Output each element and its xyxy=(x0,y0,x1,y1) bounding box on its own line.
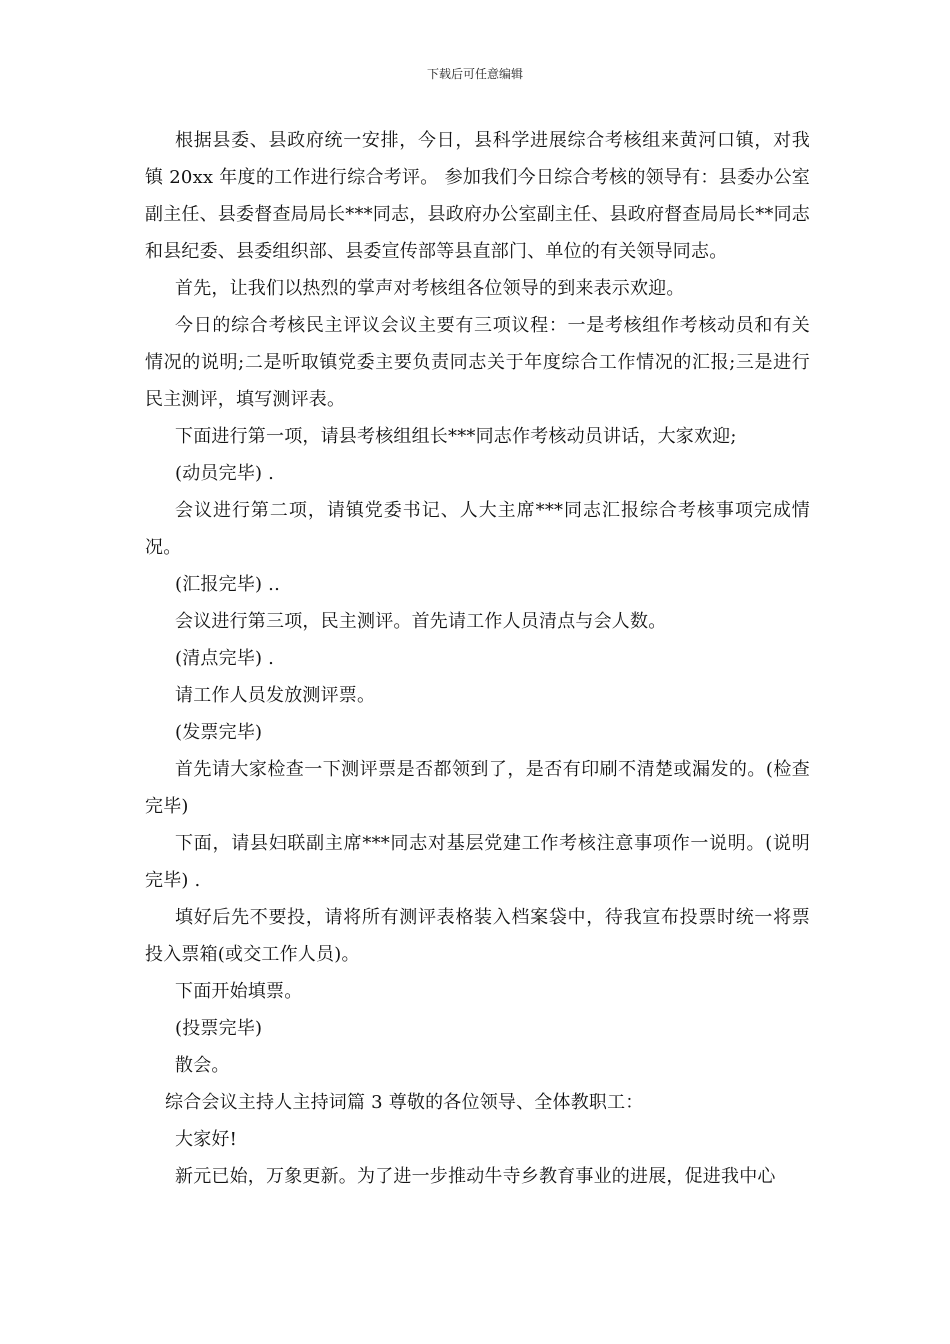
paragraph: 今日的综合考核民主评议会议主要有三项议程：一是考核组作考核动员和有关情况的说明;二是听取镇党委主要负责同志关于年度综合工作情况的汇报;三是进行民主测评，填写测评表。 xyxy=(145,315,810,410)
paragraph: 新元已始，万象更新。为了进一步推动牛寺乡教育事业的进展，促进我中心 xyxy=(175,1166,776,1187)
paragraph: 请工作人员发放测评票。 xyxy=(175,685,376,706)
section-heading: 综合会议主持人主持词篇 3 尊敬的各位领导、全体教职工： xyxy=(165,1092,644,1113)
paragraph: (发票完毕) xyxy=(175,722,263,743)
paragraph: 填好后先不要投，请将所有测评表格装入档案袋中，待我宣布投票时统一将票投入票箱(或交工作人员)。 xyxy=(145,907,810,965)
paragraph: 下面开始填票。 xyxy=(175,981,303,1002)
paragraph: 下面进行第一项，请县考核组组长***同志作考核动员讲话，大家欢迎; xyxy=(175,426,737,447)
paragraph: 首先请大家检查一下测评票是否都领到了，是否有印刷不清楚或漏发的。(检查完毕) xyxy=(145,759,810,817)
paragraph: (汇报完毕) .. xyxy=(175,574,281,595)
paragraph: (投票完毕) xyxy=(175,1018,263,1039)
paragraph: 下面，请县妇联副主席***同志对基层党建工作考核注意事项作一说明。(说明完毕) . xyxy=(145,833,810,891)
document-body xyxy=(145,122,810,1195)
page-header-caption: 下载后可任意编辑 xyxy=(426,67,523,81)
paragraph: (动员完毕) . xyxy=(175,463,275,484)
paragraph: 根据县委、县政府统一安排，今日，县科学进展综合考核组来黄河口镇，对我镇 20xx 年度的工作进行综合考评。 参加我们今日综合考核的领导有：县委办公室副主任、县委督查局局长***同志，县政府办公室副主任、县政府督查局局长**同志和县纪委、县委组织部、县委宣传部等县直部门、单位的有关领导同志。 xyxy=(145,130,810,262)
paragraph: 会议进行第二项，请镇党委书记、人大主席***同志汇报综合考核事项完成情况。 xyxy=(145,500,810,558)
paragraph: (清点完毕) . xyxy=(175,648,275,669)
paragraph: 会议进行第三项，民主测评。首先请工作人员清点与会人数。 xyxy=(175,611,667,632)
paragraph: 散会。 xyxy=(175,1055,230,1076)
paragraph: 首先，让我们以热烈的掌声对考核组各位领导的到来表示欢迎。 xyxy=(175,278,685,299)
paragraph: 大家好! xyxy=(175,1129,238,1150)
